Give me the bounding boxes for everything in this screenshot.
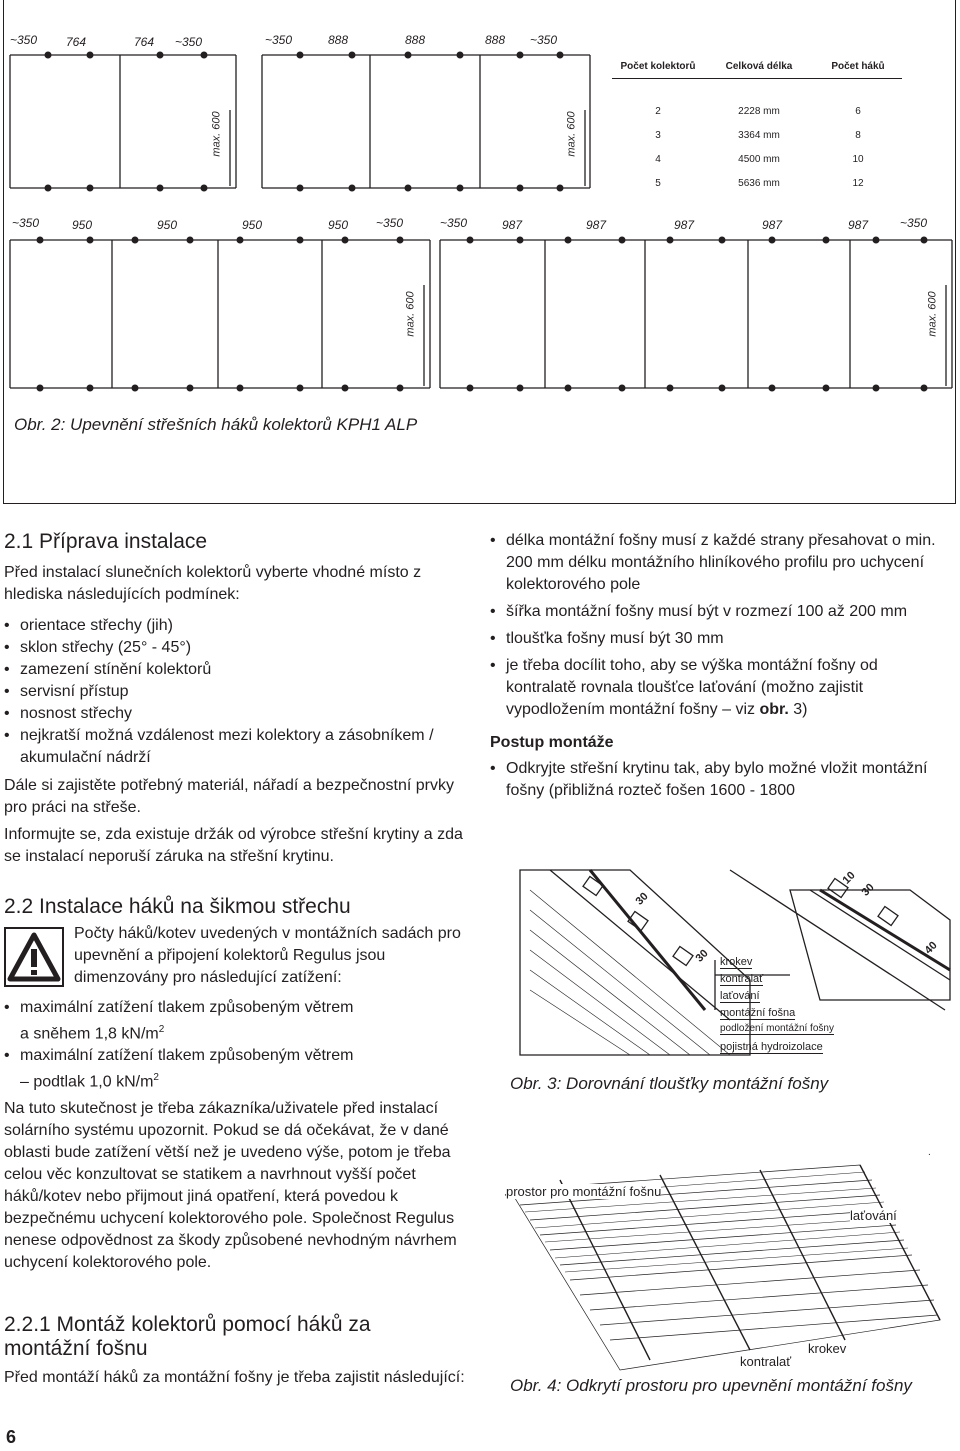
dim-label: 950 bbox=[72, 218, 93, 232]
list-item-line: maximální zatížení tlakem způsobeným větrem bbox=[20, 999, 354, 1016]
table-cell: 2 bbox=[655, 105, 661, 117]
dim-label: 987 bbox=[848, 218, 869, 232]
list-item-line: – podtlak 1,0 kN/m bbox=[20, 1073, 154, 1091]
max600-label: max. 600 bbox=[926, 291, 939, 337]
dim-label: ~350 bbox=[175, 35, 203, 49]
figure-2-caption: Obr. 2: Upevnění střešních háků kolektorů KPH1 ALP bbox=[14, 415, 418, 434]
dim-label: 987 bbox=[502, 218, 523, 232]
dim-label: ~350 bbox=[440, 216, 468, 230]
table-cell: 10 bbox=[852, 153, 864, 165]
list-item: • tloušťka fošny musí být 30 mm bbox=[490, 628, 950, 650]
table-row bbox=[612, 171, 902, 195]
fig3-dim: 40 bbox=[922, 939, 940, 957]
section-2-2-1 bbox=[4, 1313, 476, 1389]
fig4-label: krokev bbox=[808, 1341, 847, 1356]
table-header-cell: Počet háků bbox=[814, 54, 902, 79]
section-title: 2.1 Příprava instalace bbox=[4, 530, 208, 553]
section-title: 2.2.1 Montáž kolektorů pomocí háků za bbox=[4, 1313, 371, 1336]
warning-block bbox=[4, 923, 476, 995]
dim-label: ~350 bbox=[265, 33, 293, 47]
fig3-dim: 30 bbox=[859, 881, 877, 899]
fig3-label: krokev bbox=[720, 956, 753, 968]
section-title: montážní fošnu bbox=[4, 1337, 148, 1360]
table-cell: 3 bbox=[655, 129, 661, 141]
table-cell: 2228 mm bbox=[738, 105, 780, 117]
collector-table bbox=[612, 54, 902, 195]
table-cell: 6 bbox=[855, 105, 861, 117]
table-row bbox=[612, 123, 902, 147]
dim-label: ~350 bbox=[376, 216, 404, 230]
dim-label: ~350 bbox=[900, 216, 928, 230]
dim-label: 950 bbox=[242, 218, 263, 232]
table-cell: 5636 mm bbox=[738, 177, 780, 189]
fig3-label: podložení montážní fošny bbox=[720, 1023, 834, 1034]
section-2-2 bbox=[4, 895, 476, 1274]
fig3-dim: 30 bbox=[693, 947, 711, 965]
dim-label: 888 bbox=[328, 33, 349, 47]
list-item-ref: obr. bbox=[759, 701, 789, 718]
list-item: • nosnost střechy bbox=[4, 703, 476, 725]
postup-list bbox=[490, 758, 950, 802]
table-cell: 4500 mm bbox=[738, 153, 780, 165]
max600-label: max. 600 bbox=[404, 291, 417, 337]
list-item: • šířka montážní fošny musí být v rozmezí 100 až 200 mm bbox=[490, 601, 950, 623]
list-item: • orientace střechy (jih) bbox=[4, 615, 476, 637]
list-item-line: a sněhem 1,8 kN/m bbox=[20, 1025, 159, 1043]
list-item: • Odkryjte střešní krytinu tak, aby bylo možné vložit montážní fošny (přibližná rozteč fošen 1600 - 1800 bbox=[490, 758, 950, 802]
list-item: • zamezení stínění kolektorů bbox=[4, 659, 476, 681]
table-row bbox=[612, 79, 902, 124]
figure-4-caption: Obr. 4: Odkrytí prostoru pro upevnění montážní fošny bbox=[510, 1376, 912, 1395]
superscript: 2 bbox=[153, 1072, 159, 1084]
stray-dot: . bbox=[928, 1147, 931, 1158]
list-item-text: 3) bbox=[788, 701, 808, 718]
table-cell: 4 bbox=[655, 153, 661, 165]
fig4-label: prostor pro montážní fošnu bbox=[506, 1184, 662, 1199]
fig4-label: laťování bbox=[850, 1208, 897, 1223]
paragraph: Před montáží háků za montážní fošny je třeba zajistit následující: bbox=[4, 1369, 465, 1386]
section-2-1 bbox=[4, 530, 476, 868]
postup-heading: Postup montáže bbox=[490, 734, 614, 751]
list-item bbox=[4, 997, 476, 1045]
paragraph: Na tuto skutečnost je třeba zákazníka/uživatele před instalací solárního systému upozornit. Pokud se dá očekávat, že v dané oblasti bude zatížení větší než je uvedeno výše, potom je třeba celou věc konzultovat se statikem a navrhnout vyšší počet háků/kotev nebo přijmout jiná opatření, která povedou k bezpečnému uchycení kolektorového pole. Společnost Regulus nenese odpovědnost za škody způsobené nevhodným návrhem uchycení kolektorového pole. bbox=[4, 1099, 457, 1271]
right-column bbox=[490, 530, 950, 802]
dim-label: 950 bbox=[328, 218, 349, 232]
dim-label: 764 bbox=[134, 35, 155, 49]
dim-label: 987 bbox=[586, 218, 607, 232]
dim-label: ~350 bbox=[10, 33, 38, 47]
fig3-label: pojistná hydroizolace bbox=[720, 1041, 823, 1053]
list-item: • sklon střechy (25° - 45°) bbox=[4, 637, 476, 659]
condition-list bbox=[4, 615, 476, 769]
table-cell: 8 bbox=[855, 129, 861, 141]
table-cell: 3364 mm bbox=[738, 129, 780, 141]
superscript: 2 bbox=[158, 1024, 165, 1035]
paragraph: Informujte se, zda existuje držák od výrobce střešní krytiny a zda se instalací neporuší záruka na střešní krytinu. bbox=[4, 826, 463, 865]
max600-label: max. 600 bbox=[565, 111, 578, 157]
requirement-list bbox=[490, 530, 950, 721]
dim-label: 987 bbox=[762, 218, 783, 232]
list-item-line: maximální zatížení tlakem způsobeným větrem bbox=[20, 1047, 354, 1065]
figure-3-caption: Obr. 3: Dorovnání tloušťky montážní fošny bbox=[510, 1074, 829, 1093]
dim-label: 888 bbox=[485, 33, 506, 47]
dim-label: ~350 bbox=[530, 33, 558, 47]
list-item: • délka montážní fošny musí z každé strany přesahovat o min. 200 mm délku montážního hliníkového profilu pro uchycení kolektorového pole bbox=[490, 530, 950, 596]
table-header-cell: Počet kolektorů bbox=[612, 54, 704, 79]
paragraph: Před instalací slunečních kolektorů vyberte vhodné místo z hlediska následujících podmínek: bbox=[4, 564, 422, 603]
load-list bbox=[4, 997, 476, 1094]
table-header-row bbox=[612, 54, 902, 79]
list-item: • servisní přístup bbox=[4, 681, 476, 703]
fig3-label: kontralať bbox=[720, 973, 764, 985]
fig3-dim: 10 bbox=[840, 869, 858, 887]
list-item-text: je třeba docílit toho, aby se výška montážní fošny od kontralatě rovnala tloušťce laťování (možno zajistit vypodložením montážní fošny bbox=[506, 657, 878, 718]
fig3-dim: 30 bbox=[633, 890, 651, 908]
list-item bbox=[490, 655, 950, 721]
dim-label: 950 bbox=[157, 218, 178, 232]
section-title: 2.2 Instalace háků na šikmou střechu bbox=[4, 895, 351, 918]
dim-label: 764 bbox=[66, 35, 87, 49]
dim-label: 987 bbox=[674, 218, 695, 232]
max600-label: max. 600 bbox=[210, 111, 223, 157]
paragraph: Dále si zajistěte potřebný materiál, nářadí a bezpečnostní prvky pro práci na střeše. bbox=[4, 777, 455, 816]
table-row bbox=[612, 147, 902, 171]
list-item: • nejkratší možná vzdálenost mezi kolektory a zásobníkem / akumulační nádrží bbox=[4, 725, 476, 769]
page-number: 6 bbox=[6, 1427, 17, 1447]
warning-text: Počty háků/kotev uvedených v montážních sadách pro upevnění a připojení kolektorů Regulus jsou dimenzovány pro následující zatížení: bbox=[74, 925, 461, 986]
table-cell: 5 bbox=[655, 177, 661, 189]
fig3-label: montážní fošna bbox=[720, 1007, 796, 1019]
warning-icon bbox=[4, 927, 64, 987]
table-header-cell: Celková délka bbox=[704, 54, 814, 79]
table-cell: 12 bbox=[852, 177, 864, 189]
dim-label: 888 bbox=[405, 33, 426, 47]
dim-label: ~350 bbox=[12, 216, 40, 230]
fig3-label: laťování bbox=[720, 990, 760, 1002]
list-item bbox=[4, 1045, 476, 1093]
list-item-text: – viz bbox=[722, 701, 760, 718]
fig4-label: kontralať bbox=[740, 1354, 792, 1369]
